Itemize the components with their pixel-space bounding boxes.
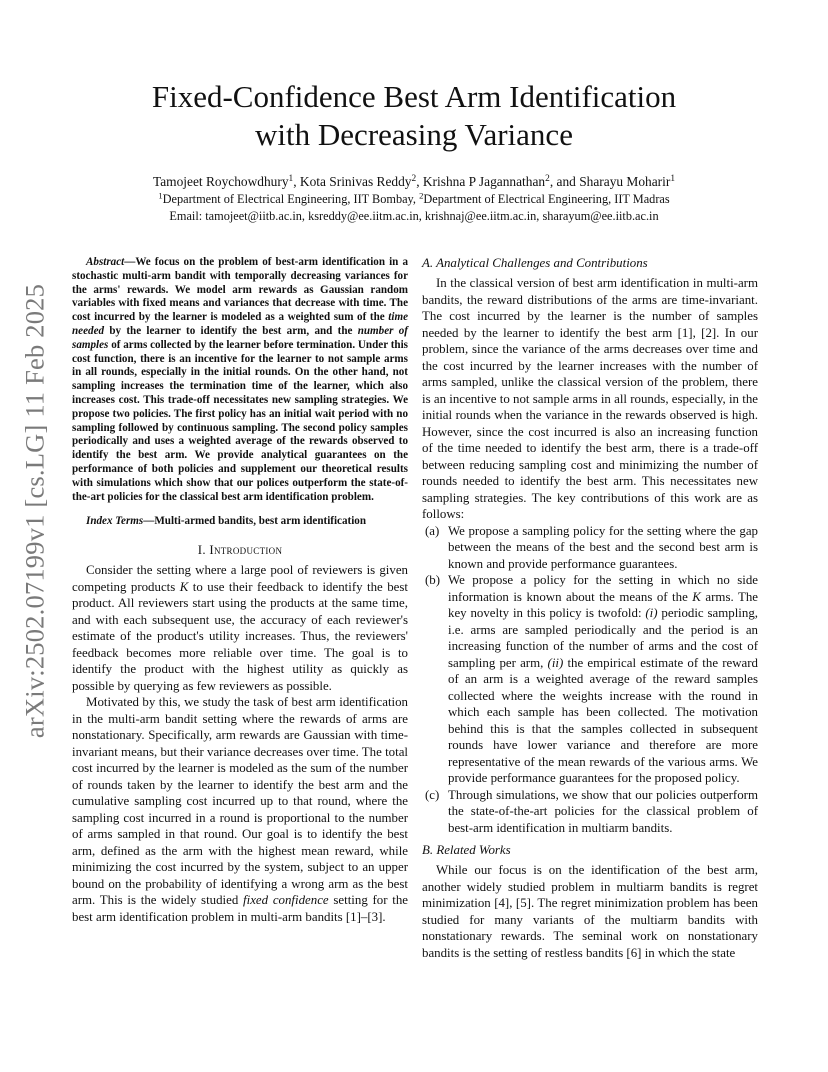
author-affiliation-mark: 2 <box>545 173 550 184</box>
list-item <box>422 572 758 787</box>
section-a-heading: A. Analytical Challenges and Contributions <box>422 256 648 270</box>
list-item-text: We propose a sampling policy for the setting where the gap between the means of the best and the second best arm is known and provide performance guarantees. <box>448 523 758 571</box>
abstract-lead: Abstract <box>86 256 125 268</box>
list-item <box>422 787 758 837</box>
author-emails: Email: tamojeet@iitb.ac.in, ksreddy@ee.iitm.ac.in, krishnaj@ee.iitm.ac.in, sharayum@ee.iitb.ac.in <box>169 209 659 223</box>
index-terms-text: —Multi-armed bandits, best arm identification <box>143 515 367 528</box>
author-affiliation-mark: 1 <box>670 173 675 184</box>
paper-title <box>60 78 768 154</box>
list-item-text: arms. The key novelty in this policy is twofold: <box>448 589 758 620</box>
list-item-text: Through simulations, we show that our policies outperform the state-of-the-art policies for the classical problem of best-arm identification in multiarm bandits. <box>448 787 758 835</box>
affiliations <box>60 191 768 208</box>
author-separator: , and <box>549 174 580 189</box>
abstract-text: —We focus on the problem of best-arm identification in a stochastic multi-arm bandit with temporally decreasing variances for the arms' rewards. We model arm rewards as Gaussian random variables with fixed means and variances that decrease with time. The cost incurred by the learner is modeled as a weighted sum of the <box>72 256 408 324</box>
list-item-text: We propose a policy for the setting in which no side information is known about the means of the <box>448 573 758 604</box>
author-name: Krishna P Jagannathan <box>422 174 546 189</box>
affiliation-text: Department of Electrical Engineering, IIT Madras <box>423 192 670 206</box>
section-b-paragraph: While our focus is on the identification of the best arm, another widely studied problem in multiarm bandits is regret minimization [4], [5]. The regret minimization problem has been studied for many variants of the multiarm bandits with nonstationary rewards. The seminal work on nonstationary bandits is the setting of restless bandits [6] in which the state <box>422 863 758 960</box>
body-text: Motivated by this, we study the task of best arm identification in the multi-arm bandit setting where the rewards of arms are nonstationary. Specifically, arm rewards are Gaussian with time-invariant means, but their variance decreases over time. The total cost incurred by the learner is modeled as the sum of the number of rounds taken by the learner to identify the best arm and the cumulative sampling cost incurred up to that round, where the sampling cost incurred in a round is proportional to the number of arms sampled in that round. Our goal is to identify the best arm, defined as the arm with the highest mean reward, while minimizing the cost incurred by the system, subject to an upper bound on the probability of identifying a wrong arm as the best arm. This is the widely studied <box>72 695 408 908</box>
emphasis-text: fixed confidence <box>243 893 329 908</box>
section-a-paragraph: In the classical version of best arm identification in multi-arm bandits, the reward distributions of the arms are time-invariant. The cost incurred by the learner is the number of samples needed by the learner to identify the best arm [1], [2]. In our problem, since the variance of the arms decreases over time and the cost incurred by the learner increases with the number of arms sampled, unlike the classical version of the problem, there is an incentive to not sample arms in all rounds, especially, in the initial rounds when the variance in the rewards observed is high. However, since the cost incurred is also an increasing function of the time needed to identify the best arm, there is a trade-off between reducing sampling cost and minimizing the number of rounds needed to identify the best arm. This necessitates new sampling strategies. The key contributions of this work are as follows: <box>422 276 758 521</box>
title-line-2: with Decreasing Variance <box>255 117 573 152</box>
emphasis-text: (ii) <box>547 655 564 670</box>
left-column <box>72 256 408 925</box>
title-line-1: Fixed-Confidence Best Arm Identification <box>151 79 677 114</box>
body-text: setting for the best arm identification problem in multi-arm bandits [1]–[3]. <box>72 893 409 924</box>
section-b-heading: B. Related Works <box>422 843 511 857</box>
emphasis-text: (i) <box>645 606 658 620</box>
affiliation-number: 2 <box>419 190 424 201</box>
intro-paragraph-2 <box>72 694 408 925</box>
list-item-text: the empirical estimate of the reward of an arm is a weighted average of the reward samples collected where the weights increase with the round in which each sample has been collected. The motivation behind this is that the samples collected in subsequent rounds have lower variance and therefore are more representative of the mean rewards of the various arms. We provide performance guarantees for the proposed policy. <box>448 655 758 785</box>
author-affiliation-mark: 1 <box>288 173 294 184</box>
math-symbol: K <box>692 589 701 604</box>
author-separator: , <box>416 174 423 189</box>
affiliation-number: 1 <box>158 190 163 201</box>
list-marker: (b) <box>425 573 441 587</box>
list-marker: (c) <box>425 787 440 802</box>
math-symbol: K <box>179 579 189 594</box>
author-list <box>60 172 768 191</box>
author-name: Sharayu Moharir <box>579 174 671 189</box>
intro-paragraph-1 <box>72 562 408 694</box>
list-item-text: periodic sampling, i.e. arms are sampled periodically and the period is an increasing function of the number of arms and the cost of sampling per arm, <box>448 606 758 670</box>
abstract <box>72 256 408 504</box>
abstract-text: of arms collected by the learner before termination. Under this cost function, there is an incentive for the learner to not sample arms in all rounds, especially in the initial rounds. On the other hand, not sampling increases the termination time of the learner, which also increases cost. This trade-off necessitates new sampling strategies. We propose two policies. The first policy has an initial wait period with no sampling followed by continuous sampling. The second policy samples periodically and uses a weighted average of the rewards observed to identify the best arm. We provide analytical guarantees on the performance of both policies and supplement our theoretical results with simulations which show that our polices outperform the state-of-the-art policies for the classical best arm identification problem. <box>72 338 408 503</box>
list-item <box>422 523 758 573</box>
arxiv-identifier-stamp <box>13 262 57 760</box>
author-affiliation-mark: 2 <box>411 173 417 184</box>
abstract-emphasis: number of samples <box>72 324 408 351</box>
arxiv-identifier-text: arXiv:2502.07199v1 [cs.LG] 11 Feb 2025 <box>19 283 50 739</box>
right-column <box>422 256 758 961</box>
body-text: to use their feedback to identify the best product. All reviewers start using the products at the same time, and with each subsequent use, the accuracy of each reviewer's estimate of the product's utility increases. Thus, the reviewers' feedback becomes more reliable over time. The goal is to identify the product with the highest utility as quickly as possible by querying as few reviewers as possible. <box>72 579 408 693</box>
list-marker: (a) <box>425 523 440 538</box>
abstract-text: by the learner to identify the best arm, and the <box>104 324 358 337</box>
author-name: Tamojeet Roychowdhury <box>152 174 289 189</box>
abstract-emphasis: time needed <box>72 311 408 337</box>
index-terms <box>72 515 408 529</box>
author-name: Kota Srinivas Reddy <box>299 174 412 189</box>
index-terms-lead: Index Terms <box>86 515 144 528</box>
affiliation-text: Department of Electrical Engineering, IIT Bombay, <box>162 192 420 206</box>
body-text: Consider the setting where a large pool of reviewers is given competing products <box>72 563 408 594</box>
author-separator: , <box>293 174 300 189</box>
introduction-heading: I. Introduction <box>197 543 283 558</box>
contributions-list <box>422 523 758 837</box>
